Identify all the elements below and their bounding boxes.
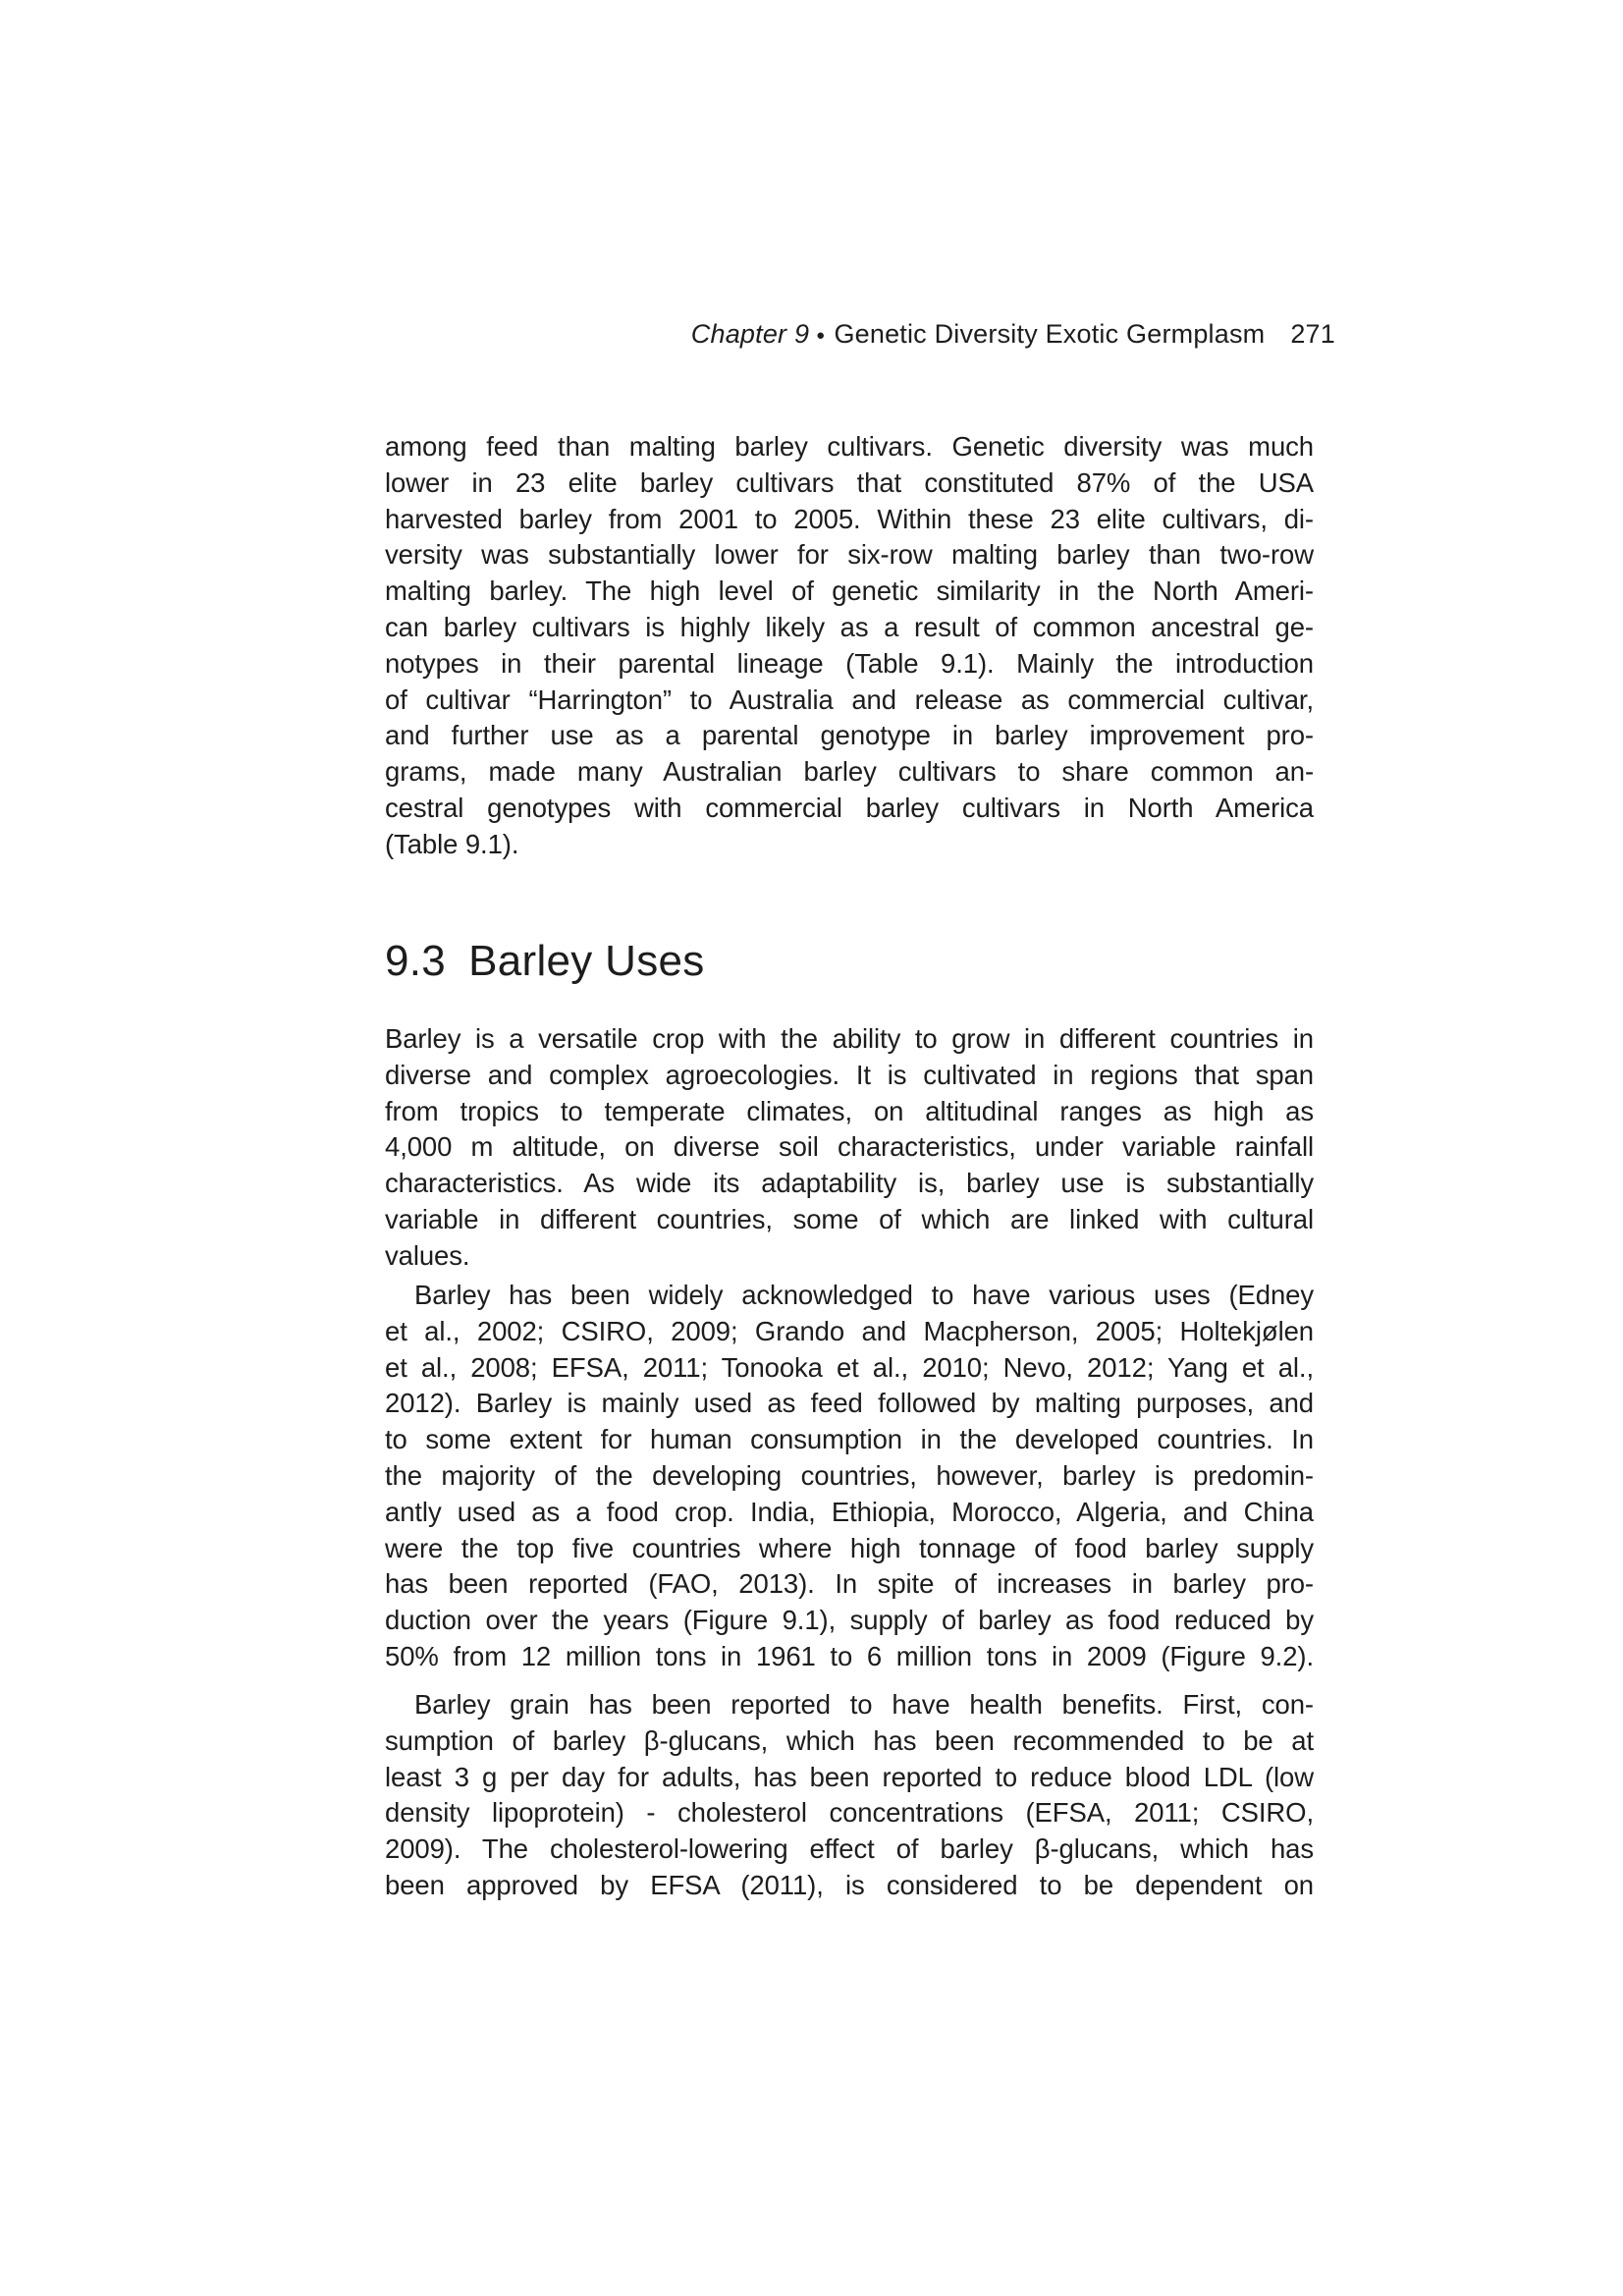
- bullet-separator-icon: ●: [816, 327, 826, 344]
- text-line: variable in different countries, some of which are linked with cultural: [385, 1203, 1314, 1234]
- text-line: et al., 2002; CSIRO, 2009; Grando and Macpherson, 2005; Holtekjølen: [385, 1315, 1314, 1346]
- text-line: sumption of barley β-glucans, which has been recommended to be at: [385, 1724, 1314, 1756]
- running-head-title: Genetic Diversity Exotic Germplasm: [834, 319, 1266, 349]
- text-line: Barley is a versatile crop with the ability to grow in different countries in: [385, 1023, 1314, 1054]
- section-heading: [385, 937, 705, 986]
- paragraph: [385, 1278, 1314, 1675]
- section-title: Barley Uses: [468, 937, 705, 985]
- section-number: 9.3: [385, 937, 447, 985]
- text-line: been approved by EFSA (2011), is considered to be dependent on: [385, 1869, 1314, 1900]
- text-line: characteristics. As wide its adaptability is, barley use is substantially: [385, 1168, 1314, 1199]
- text-line: among feed than malting barley cultivars. Genetic diversity was much: [385, 431, 1314, 462]
- text-line: Barley has been widely acknowledged to have various uses (Edney: [414, 1280, 1314, 1310]
- text-line: density lipoprotein) - cholesterol concentrations (EFSA, 2011; CSIRO,: [385, 1797, 1314, 1829]
- text-line: of cultivar “Harrington” to Australia and release as commercial cultivar,: [385, 683, 1314, 715]
- text-line: were the top five countries where high tonnage of food barley supply: [385, 1532, 1314, 1563]
- text-line: Barley grain has been reported to have health benefits. First, con-: [414, 1689, 1314, 1720]
- text-line: values.: [385, 1239, 470, 1271]
- text-line: has been reported (FAO, 2013). In spite of increases in barley pro-: [385, 1568, 1314, 1600]
- text-line: least 3 g per day for adults, has been reported to reduce blood LDL (low: [385, 1761, 1314, 1792]
- text-line: harvested barley from 2001 to 2005. Within these 23 elite cultivars, di-: [385, 503, 1314, 534]
- page-number: 271: [1290, 319, 1335, 349]
- text-line: and further use as a parental genotype in barley improvement pro-: [385, 720, 1314, 751]
- text-line: duction over the years (Figure 9.1), supply of barley as food reduced by: [385, 1605, 1314, 1636]
- text-line: to some extent for human consumption in the developed countries. In: [385, 1424, 1314, 1455]
- text-line: diverse and complex agroecologies. It is cultivated in regions that span: [385, 1059, 1314, 1090]
- text-line: cestral genotypes with commercial barley cultivars in North America: [385, 792, 1314, 823]
- text-line: notypes in their parental lineage (Table 9.1). Mainly the introduction: [385, 647, 1314, 679]
- text-line: lower in 23 elite barley cultivars that constituted 87% of the USA: [385, 466, 1314, 498]
- text-line: the majority of the developing countries, however, barley is predomin-: [385, 1459, 1314, 1491]
- text-line: 4,000 m altitude, on diverse soil characteristics, under variable rainfall: [385, 1131, 1314, 1163]
- running-head: [385, 318, 1335, 352]
- chapter-label: Chapter 9: [690, 319, 810, 349]
- text-line: malting barley. The high level of genetic similarity in the North Ameri-: [385, 575, 1314, 607]
- text-line: 2012). Barley is mainly used as feed followed by malting purposes, and: [385, 1388, 1314, 1419]
- paragraph: [385, 1021, 1314, 1275]
- text-line: versity was substantially lower for six-row malting barley than two-row: [385, 539, 1314, 571]
- text-line: antly used as a food crop. India, Ethiopia, Morocco, Algeria, and China: [385, 1496, 1314, 1527]
- text-line: (Table 9.1).: [385, 828, 519, 859]
- text-line: can barley cultivars is highly likely as a result of common ancestral ge-: [385, 611, 1314, 642]
- text-line: grams, made many Australian barley cultivars to share common an-: [385, 756, 1314, 788]
- text-line: from tropics to temperate climates, on altitudinal ranges as high as: [385, 1095, 1314, 1126]
- text-line: et al., 2008; EFSA, 2011; Tonooka et al., 2010; Nevo, 2012; Yang et al.,: [385, 1351, 1314, 1383]
- text-line: 2009). The cholesterol-lowering effect of barley β-glucans, which has: [385, 1833, 1314, 1865]
- paragraph-continued: [385, 429, 1314, 863]
- paragraph: [385, 1687, 1314, 1904]
- text-line: 50% from 12 million tons in 1961 to 6 million tons in 2009 (Figure 9.2).: [385, 1640, 1314, 1671]
